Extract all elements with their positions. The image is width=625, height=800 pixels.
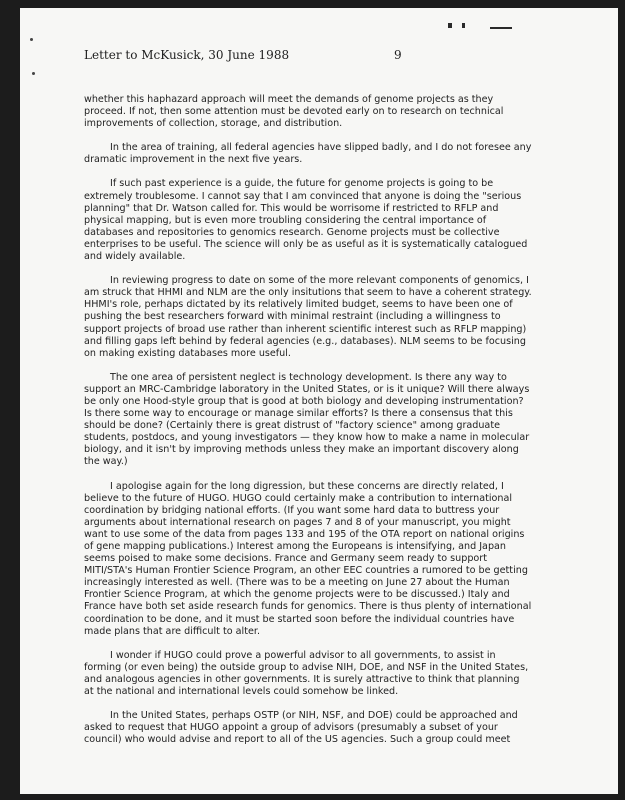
paragraph: I apologise again for the long digression, but these concerns are directly related, I believe to the future of HUGO. HUGO could certainly make a contribution to international coordination by bridging national efforts. (If you want some hard data to buttress your arguments about international research on pages 7 and 8 of your manuscript, you might want to use some of the data from pages 133 and 195 of the OTA report on national origins of gene mapping publications.) Interest among the Europeans is intensifying, and Japan seems poised to make some decisions. France and Germany seem ready to support MITI/STA's Human Frontier Science Program, an other EEC countries a rumored to be getting increasingly interested as well. (There was to be a meeting on June 27 about the Human Frontier Science Program, at which the genome projects were to be discussed.) Italy and France have both set aside research funds for genomics. There is thus plenty of international coordination to be done, and it must be started soon before the individual countries have made plans that are difficult to alter. bbox=[84, 480, 532, 637]
paragraph: In reviewing progress to date on some of the more relevant components of genomics, I am struck that HHMI and NLM are the only insitutions that seem to have a coherent strategy. HHMI's role, perhaps dictated by its relatively limited budget, seems to have been one of pushing the best researchers forward with minimal restraint (including a willingness to support projects of broad use rather than inherent scientific interest such as RFLP mapping) and filling gaps left behind by federal agencies (e.g., databases). NLM seems to be focusing on making existing databases more useful. bbox=[84, 275, 532, 359]
letter-header: Letter to McKusick, 30 June 1988 bbox=[84, 48, 290, 62]
document-page bbox=[20, 8, 618, 794]
paragraph: I wonder if HUGO could prove a powerful advisor to all governments, to assist in forming (or even being) the outside group to advise NIH, DOE, and NSF in the United States, and analogous agencies in other governments. It is surely attractive to think that planning at the national and international levels could somehow be linked. bbox=[84, 649, 529, 698]
paragraph: If such past experience is a guide, the future for genome projects is going to be extremely troublesome. I cannot say that I am convinced that anyone is doing the "serious planning" that Dr. Watson called for. This would be worrisome if restricted to RFLP and physical mapping, but is even more troubling considering the central importance of databases and repositories to genomics research. Genome projects must be collective enterprises to be useful. The science will only be as useful as it is systematically catalogued and widely available. bbox=[84, 178, 528, 263]
paragraph: In the United States, perhaps OSTP (or NIH, NSF, and DOE) could be approached and asked to request that HUGO appoint a group of advisors (presumably a subset of your council) who would advise and report to all of the US agencies. Such a group could meet bbox=[84, 710, 518, 746]
letter-body bbox=[84, 94, 532, 758]
scan-dot bbox=[32, 72, 35, 75]
paragraph: In the area of training, all federal agencies have slipped badly, and I do not foresee any dramatic improvement in the next five years. bbox=[84, 142, 532, 166]
scan-dot bbox=[30, 38, 33, 41]
scan-mark bbox=[448, 23, 452, 28]
scan-mark bbox=[490, 27, 512, 29]
paragraph: whether this haphazard approach will meet the demands of genome projects as they proceed. If not, then some attention must be devoted early on to research on technical improvements of collection, storage, and distribution. bbox=[84, 94, 504, 130]
scan-mark bbox=[462, 23, 465, 28]
paragraph: The one area of persistent neglect is technology development. Is there any way to support an MRC-Cambridge laboratory in the United States, or is it unique? Will there always be only one Hood-style group that is good at both biology and developing instrumentation? Is there some way to encourage or manage similar efforts? Is there a consensus that this should be done? (Certainly there is great distrust of "factory science" among graduate students, postdocs, and young investigators — they know how to make a name in molecular biology, and it isn't by improving methods unless they make an important discovery along the way.) bbox=[84, 371, 530, 468]
page-number: 9 bbox=[394, 48, 402, 62]
